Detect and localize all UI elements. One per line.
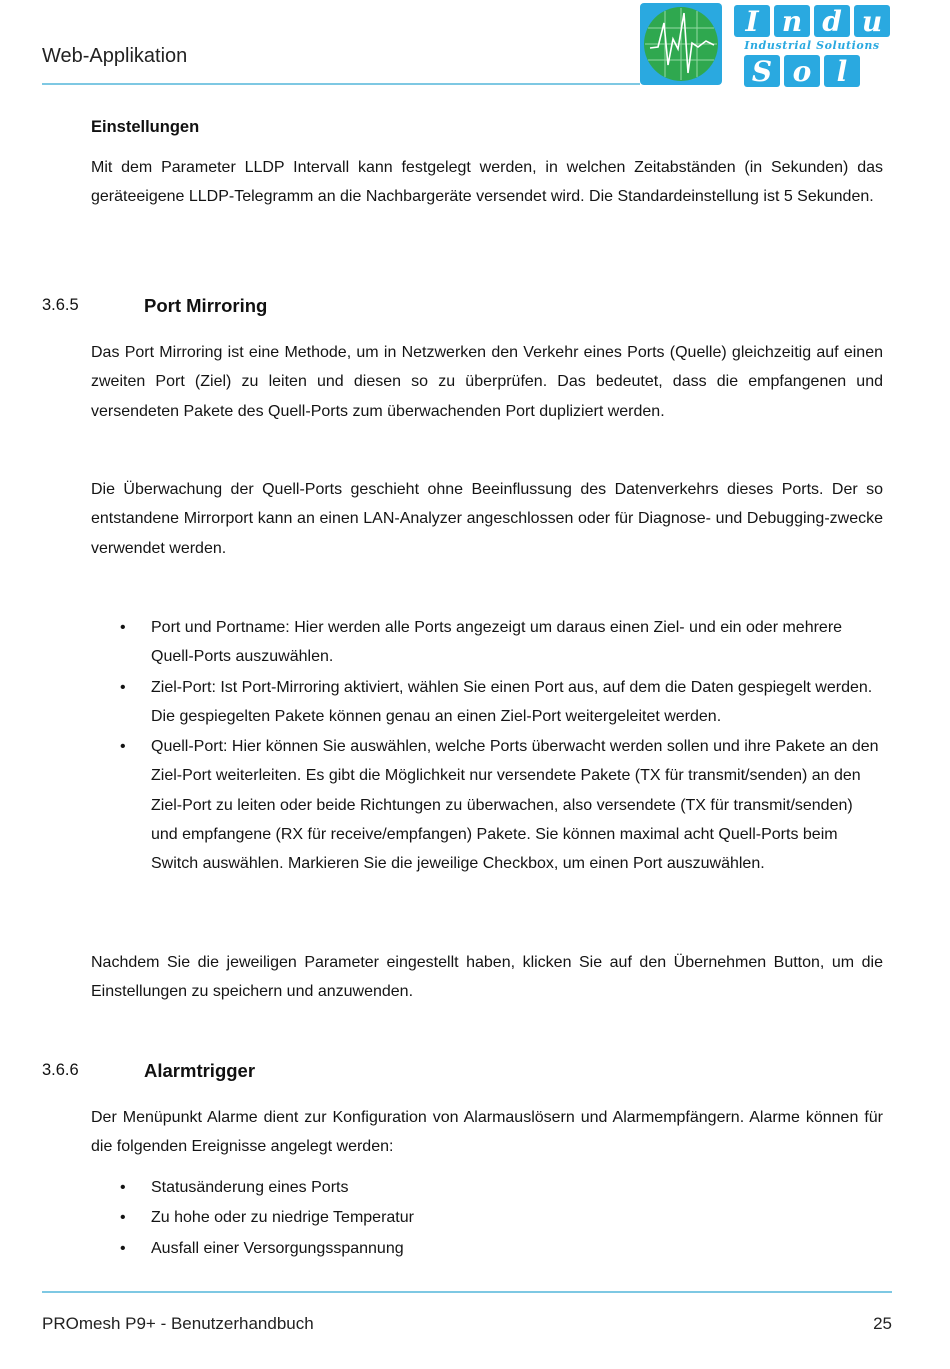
port-mirroring-paragraph-1: Das Port Mirroring ist eine Methode, um in Netzwerken den Verkehr eines Ports (Quelle) gleichzeitig auf einen zweiten Port (Ziel) zu leiten und diesen so zu überprüfen. Das bedeutet, dass die empfangenen und versendeten Pakete des Quell-Ports zum überwachenden Port dupliziert werden. bbox=[91, 344, 883, 420]
settings-paragraph: Mit dem Parameter LLDP Intervall kann festgelegt werden, in welchen Zeitabständen (in Sekunden) das geräteeigene LLDP-Telegramm an die Nachbargeräte versendet wird. Die Standardeinstellung ist 5 Sekunden. bbox=[91, 159, 883, 206]
settings-heading: Einstellungen bbox=[91, 118, 200, 136]
bullet-icon: • bbox=[120, 678, 126, 696]
list-item bbox=[91, 613, 883, 672]
logo-letter: u bbox=[861, 5, 883, 38]
footer-doc-title: PROmesh P9+ - Benutzerhandbuch bbox=[42, 1314, 314, 1333]
logo-letter: l bbox=[836, 55, 848, 87]
list-item bbox=[91, 1234, 883, 1263]
logo-tagline: Industrial Solutions bbox=[744, 39, 880, 52]
footer-rule bbox=[42, 1291, 892, 1293]
bullet-icon: • bbox=[120, 1179, 126, 1196]
port-mirroring-bullet-list bbox=[91, 613, 883, 880]
list-item-text: Zu hohe oder zu niedrige Temperatur bbox=[151, 1209, 414, 1227]
list-item-text: Ziel-Port: Ist Port-Mirroring aktiviert, wählen Sie einen Port aus, auf dem die Daten gespiegelt werden. Die gespiegelten Pakete können genau an einen Ziel-Port weitergeleitet werden. bbox=[151, 678, 873, 725]
bullet-icon: • bbox=[120, 1239, 126, 1257]
section-title-alarmtrigger: Alarmtrigger bbox=[144, 1060, 256, 1081]
logo-letter: d bbox=[822, 5, 842, 38]
list-item-text: Statusänderung eines Ports bbox=[151, 1179, 349, 1196]
logo-letter: o bbox=[792, 55, 812, 87]
port-mirroring-paragraph-2: Die Überwachung der Quell-Ports geschieht ohne Beeinflussung des Datenverkehrs dieses Ports. Der so entstandene Mirrorport kann an einen LAN-Analyzer angeschlossen oder für Diagnose- und Debugging-zwecke verwendet werden. bbox=[91, 481, 883, 557]
section-number-365: 3.6.5 bbox=[42, 296, 79, 314]
section-title-port-mirroring: Port Mirroring bbox=[144, 295, 268, 316]
indusol-logo bbox=[640, 3, 892, 87]
list-item bbox=[91, 1173, 883, 1202]
alarmtrigger-paragraph: Der Menüpunkt Alarme dient zur Konfiguration von Alarmauslösern und Alarmempfängern. Alarme können für die folgenden Ereignisse angelegt werden: bbox=[91, 1109, 883, 1156]
list-item bbox=[91, 673, 883, 732]
bullet-icon: • bbox=[120, 1209, 126, 1227]
alarmtrigger-bullet-list bbox=[91, 1173, 883, 1264]
section-number-366: 3.6.6 bbox=[42, 1061, 79, 1079]
header-rule bbox=[42, 83, 640, 85]
list-item-text: Port und Portname: Hier werden alle Ports angezeigt um daraus einen Ziel- und ein oder mehrere Quell-Ports auszuwählen. bbox=[151, 619, 843, 666]
logo-letter: S bbox=[751, 55, 773, 87]
footer-page-number: 25 bbox=[873, 1314, 892, 1333]
header-title: Web-Applikation bbox=[42, 45, 188, 67]
bullet-icon: • bbox=[120, 619, 126, 636]
list-item-text: Quell-Port: Hier können Sie auswählen, welche Ports überwacht werden sollen und ihre Pakete an den Ziel-Port weiterleiten. Es gibt die Möglichkeit nur versendete Pakete (TX für transmit/senden) an den Ziel-Port zu leiten oder beide Richtungen zu überwachen, also versendete (TX für transmit/senden) und empfangene (RX für receive/empfangen) Pakete. Sie können maximal acht Quell-Ports beim Switch auswählen. Markieren Sie die jeweilige Checkbox, um einen Port auszuwählen. bbox=[151, 738, 879, 873]
bullet-icon: • bbox=[120, 738, 126, 756]
list-item bbox=[91, 732, 883, 878]
logo-graphic bbox=[640, 3, 892, 87]
list-item-text: Ausfall einer Versorgungsspannung bbox=[151, 1239, 404, 1257]
port-mirroring-paragraph-3: Nachdem Sie die jeweiligen Parameter eingestellt haben, klicken Sie auf den Übernehmen Button, um die Einstellungen zu speichern und anzuwenden. bbox=[91, 954, 883, 1001]
logo-letter: I bbox=[745, 5, 759, 38]
logo-letter: n bbox=[781, 5, 803, 38]
list-item bbox=[91, 1203, 883, 1232]
